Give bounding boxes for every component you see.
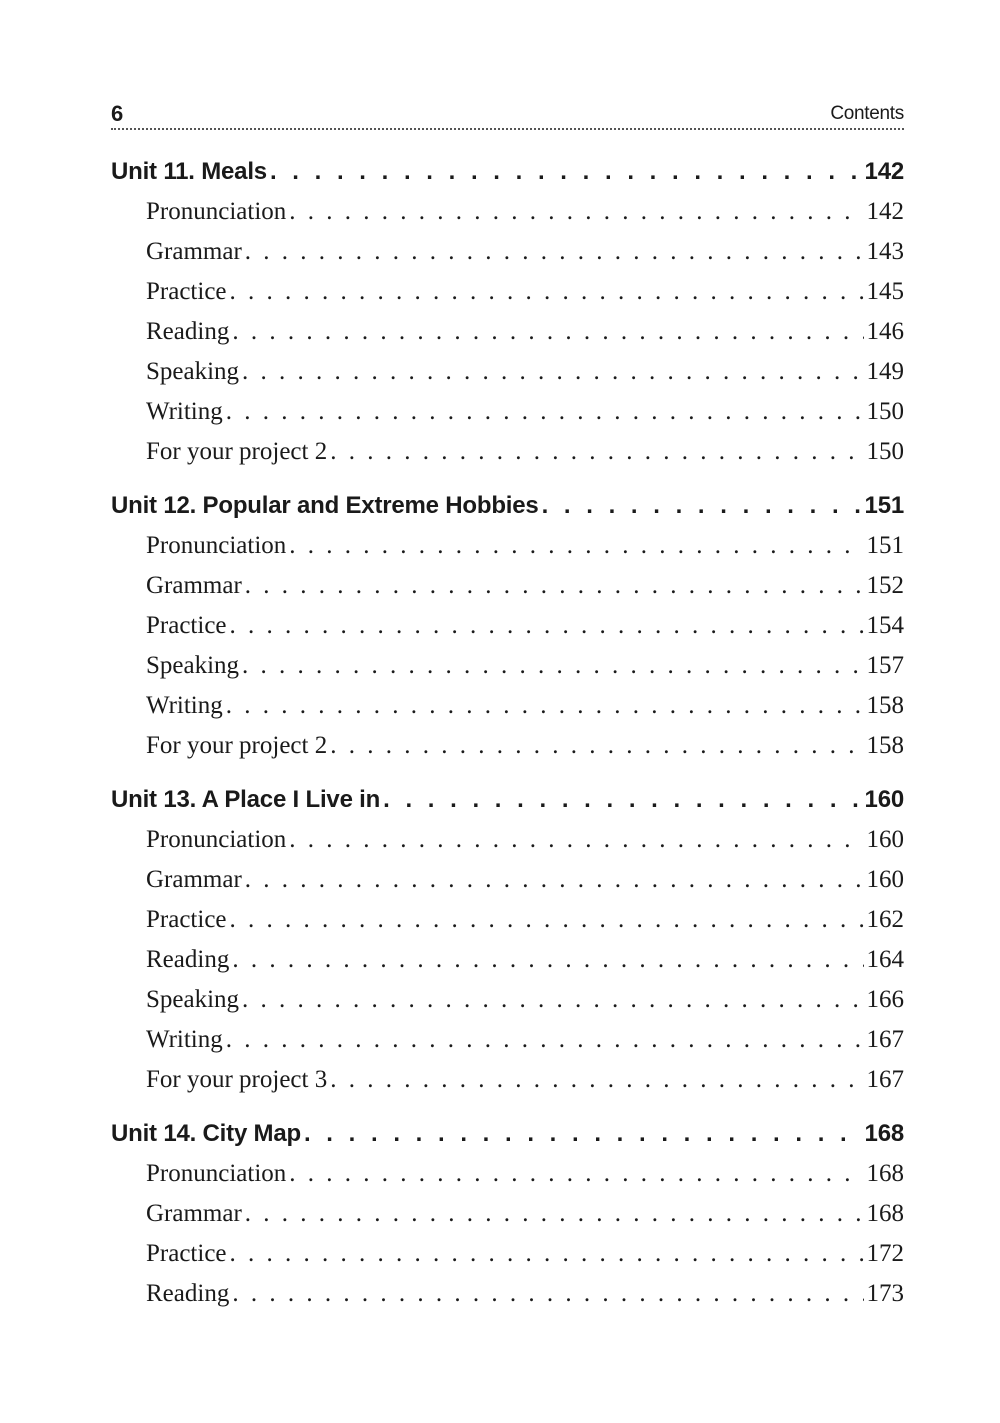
dot-leader <box>230 272 864 312</box>
subentry-label: Grammar <box>146 238 242 265</box>
subentry-label: For your project 3 <box>146 1066 328 1093</box>
toc-subentry[interactable] <box>111 432 904 472</box>
subentry-page-number: 152 <box>866 572 904 599</box>
toc-subentry[interactable] <box>111 566 904 606</box>
dot-leader <box>230 900 864 940</box>
subentry-page-number: 168 <box>866 1200 904 1227</box>
subentry-page-number: 149 <box>866 358 904 385</box>
toc-unit-entry[interactable] <box>111 1114 904 1154</box>
subentry-label: Writing <box>146 1026 223 1053</box>
subentry-label: For your project 2 <box>146 732 328 759</box>
dot-leader <box>245 860 864 900</box>
toc-unit-section <box>111 486 904 766</box>
subentry-label: Speaking <box>146 358 240 385</box>
subentry-label: Writing <box>146 692 223 719</box>
toc-subentry[interactable] <box>111 820 904 860</box>
unit-page-number: 142 <box>864 158 904 185</box>
dot-leader <box>230 606 864 646</box>
dot-leader <box>242 352 863 392</box>
subentry-label: Speaking <box>146 652 240 679</box>
toc-subentry[interactable] <box>111 392 904 432</box>
table-of-contents <box>111 152 904 1314</box>
unit-page-number: 168 <box>864 1120 904 1147</box>
toc-unit-section <box>111 780 904 1100</box>
dot-leader <box>330 1060 863 1100</box>
dot-leader <box>226 1020 864 1060</box>
subentry-page-number: 164 <box>866 946 904 973</box>
dot-leader <box>226 392 864 432</box>
unit-page-number: 160 <box>864 786 904 813</box>
subentry-page-number: 150 <box>866 438 904 465</box>
dot-leader <box>230 1234 864 1274</box>
dot-leader <box>245 566 864 606</box>
dot-leader <box>226 686 864 726</box>
subentry-label: Pronunciation <box>146 1160 287 1187</box>
toc-subentry[interactable] <box>111 352 904 392</box>
dot-leader <box>232 940 863 980</box>
subentry-page-number: 142 <box>866 198 904 225</box>
subentry-page-number: 158 <box>866 692 904 719</box>
dot-leader <box>383 780 861 820</box>
dot-leader <box>330 726 863 766</box>
dot-leader <box>330 432 863 472</box>
subentry-label: Grammar <box>146 866 242 893</box>
toc-subentry[interactable] <box>111 232 904 272</box>
dot-leader <box>242 980 863 1020</box>
toc-unit-entry[interactable] <box>111 152 904 192</box>
subentry-label: Reading <box>146 318 230 345</box>
toc-unit-section <box>111 152 904 472</box>
dot-leader <box>242 646 863 686</box>
subentry-page-number: 167 <box>866 1066 904 1093</box>
toc-subentry[interactable] <box>111 272 904 312</box>
page-number: 6 <box>111 101 124 126</box>
toc-subentry[interactable] <box>111 1194 904 1234</box>
toc-subentry[interactable] <box>111 726 904 766</box>
toc-subentry[interactable] <box>111 1154 904 1194</box>
dot-leader <box>232 1274 863 1314</box>
subentry-label: Reading <box>146 946 230 973</box>
toc-subentry[interactable] <box>111 940 904 980</box>
contents-page <box>111 96 904 1328</box>
toc-unit-section <box>111 1114 904 1314</box>
subentry-page-number: 167 <box>866 1026 904 1053</box>
dot-leader <box>289 192 863 232</box>
subentry-page-number: 154 <box>866 612 904 639</box>
toc-unit-entry[interactable] <box>111 486 904 526</box>
unit-title: Unit 11. Meals <box>111 158 267 185</box>
unit-page-number: 151 <box>864 492 904 519</box>
subentry-page-number: 173 <box>866 1280 904 1307</box>
subentry-page-number: 143 <box>866 238 904 265</box>
dot-leader <box>304 1114 862 1154</box>
dot-leader <box>289 1154 863 1194</box>
subentry-page-number: 150 <box>866 398 904 425</box>
subentry-page-number: 168 <box>866 1160 904 1187</box>
toc-subentry[interactable] <box>111 686 904 726</box>
subentry-page-number: 157 <box>866 652 904 679</box>
subentry-label: Pronunciation <box>146 198 287 225</box>
subentry-page-number: 151 <box>866 532 904 559</box>
toc-subentry[interactable] <box>111 646 904 686</box>
dot-leader <box>245 1194 864 1234</box>
subentry-label: Practice <box>146 906 227 933</box>
dot-leader <box>270 152 862 192</box>
toc-subentry[interactable] <box>111 606 904 646</box>
subentry-label: Practice <box>146 1240 227 1267</box>
toc-subentry[interactable] <box>111 1020 904 1060</box>
subentry-label: Pronunciation <box>146 532 287 559</box>
subentry-page-number: 160 <box>866 826 904 853</box>
subentry-label: Practice <box>146 278 227 305</box>
running-title: Contents <box>830 103 904 124</box>
toc-subentry[interactable] <box>111 1234 904 1274</box>
subentry-label: Grammar <box>146 1200 242 1227</box>
subentry-page-number: 145 <box>866 278 904 305</box>
subentry-label: Pronunciation <box>146 826 287 853</box>
subentry-label: Writing <box>146 398 223 425</box>
toc-subentry[interactable] <box>111 526 904 566</box>
toc-subentry[interactable] <box>111 980 904 1020</box>
toc-subentry[interactable] <box>111 1060 904 1100</box>
subentry-page-number: 162 <box>866 906 904 933</box>
subentry-label: Speaking <box>146 986 240 1013</box>
toc-subentry[interactable] <box>111 312 904 352</box>
subentry-label: Reading <box>146 1280 230 1307</box>
dot-leader <box>289 820 863 860</box>
subentry-label: Grammar <box>146 572 242 599</box>
dot-leader <box>542 486 862 526</box>
unit-title: Unit 13. A Place I Live in <box>111 786 381 813</box>
subentry-label: Practice <box>146 612 227 639</box>
unit-title: Unit 12. Popular and Extreme Hobbies <box>111 492 539 519</box>
subentry-label: For your project 2 <box>146 438 328 465</box>
subentry-page-number: 166 <box>866 986 904 1013</box>
toc-subentry[interactable] <box>111 860 904 900</box>
subentry-page-number: 172 <box>866 1240 904 1267</box>
dot-leader <box>289 526 863 566</box>
subentry-page-number: 146 <box>866 318 904 345</box>
toc-subentry[interactable] <box>111 192 904 232</box>
running-head <box>111 96 904 130</box>
toc-unit-entry[interactable] <box>111 780 904 820</box>
dot-leader <box>232 312 863 352</box>
toc-subentry[interactable] <box>111 900 904 940</box>
toc-subentry[interactable] <box>111 1274 904 1314</box>
unit-title: Unit 14. City Map <box>111 1120 301 1147</box>
subentry-page-number: 160 <box>866 866 904 893</box>
dot-leader <box>245 232 864 272</box>
subentry-page-number: 158 <box>866 732 904 759</box>
